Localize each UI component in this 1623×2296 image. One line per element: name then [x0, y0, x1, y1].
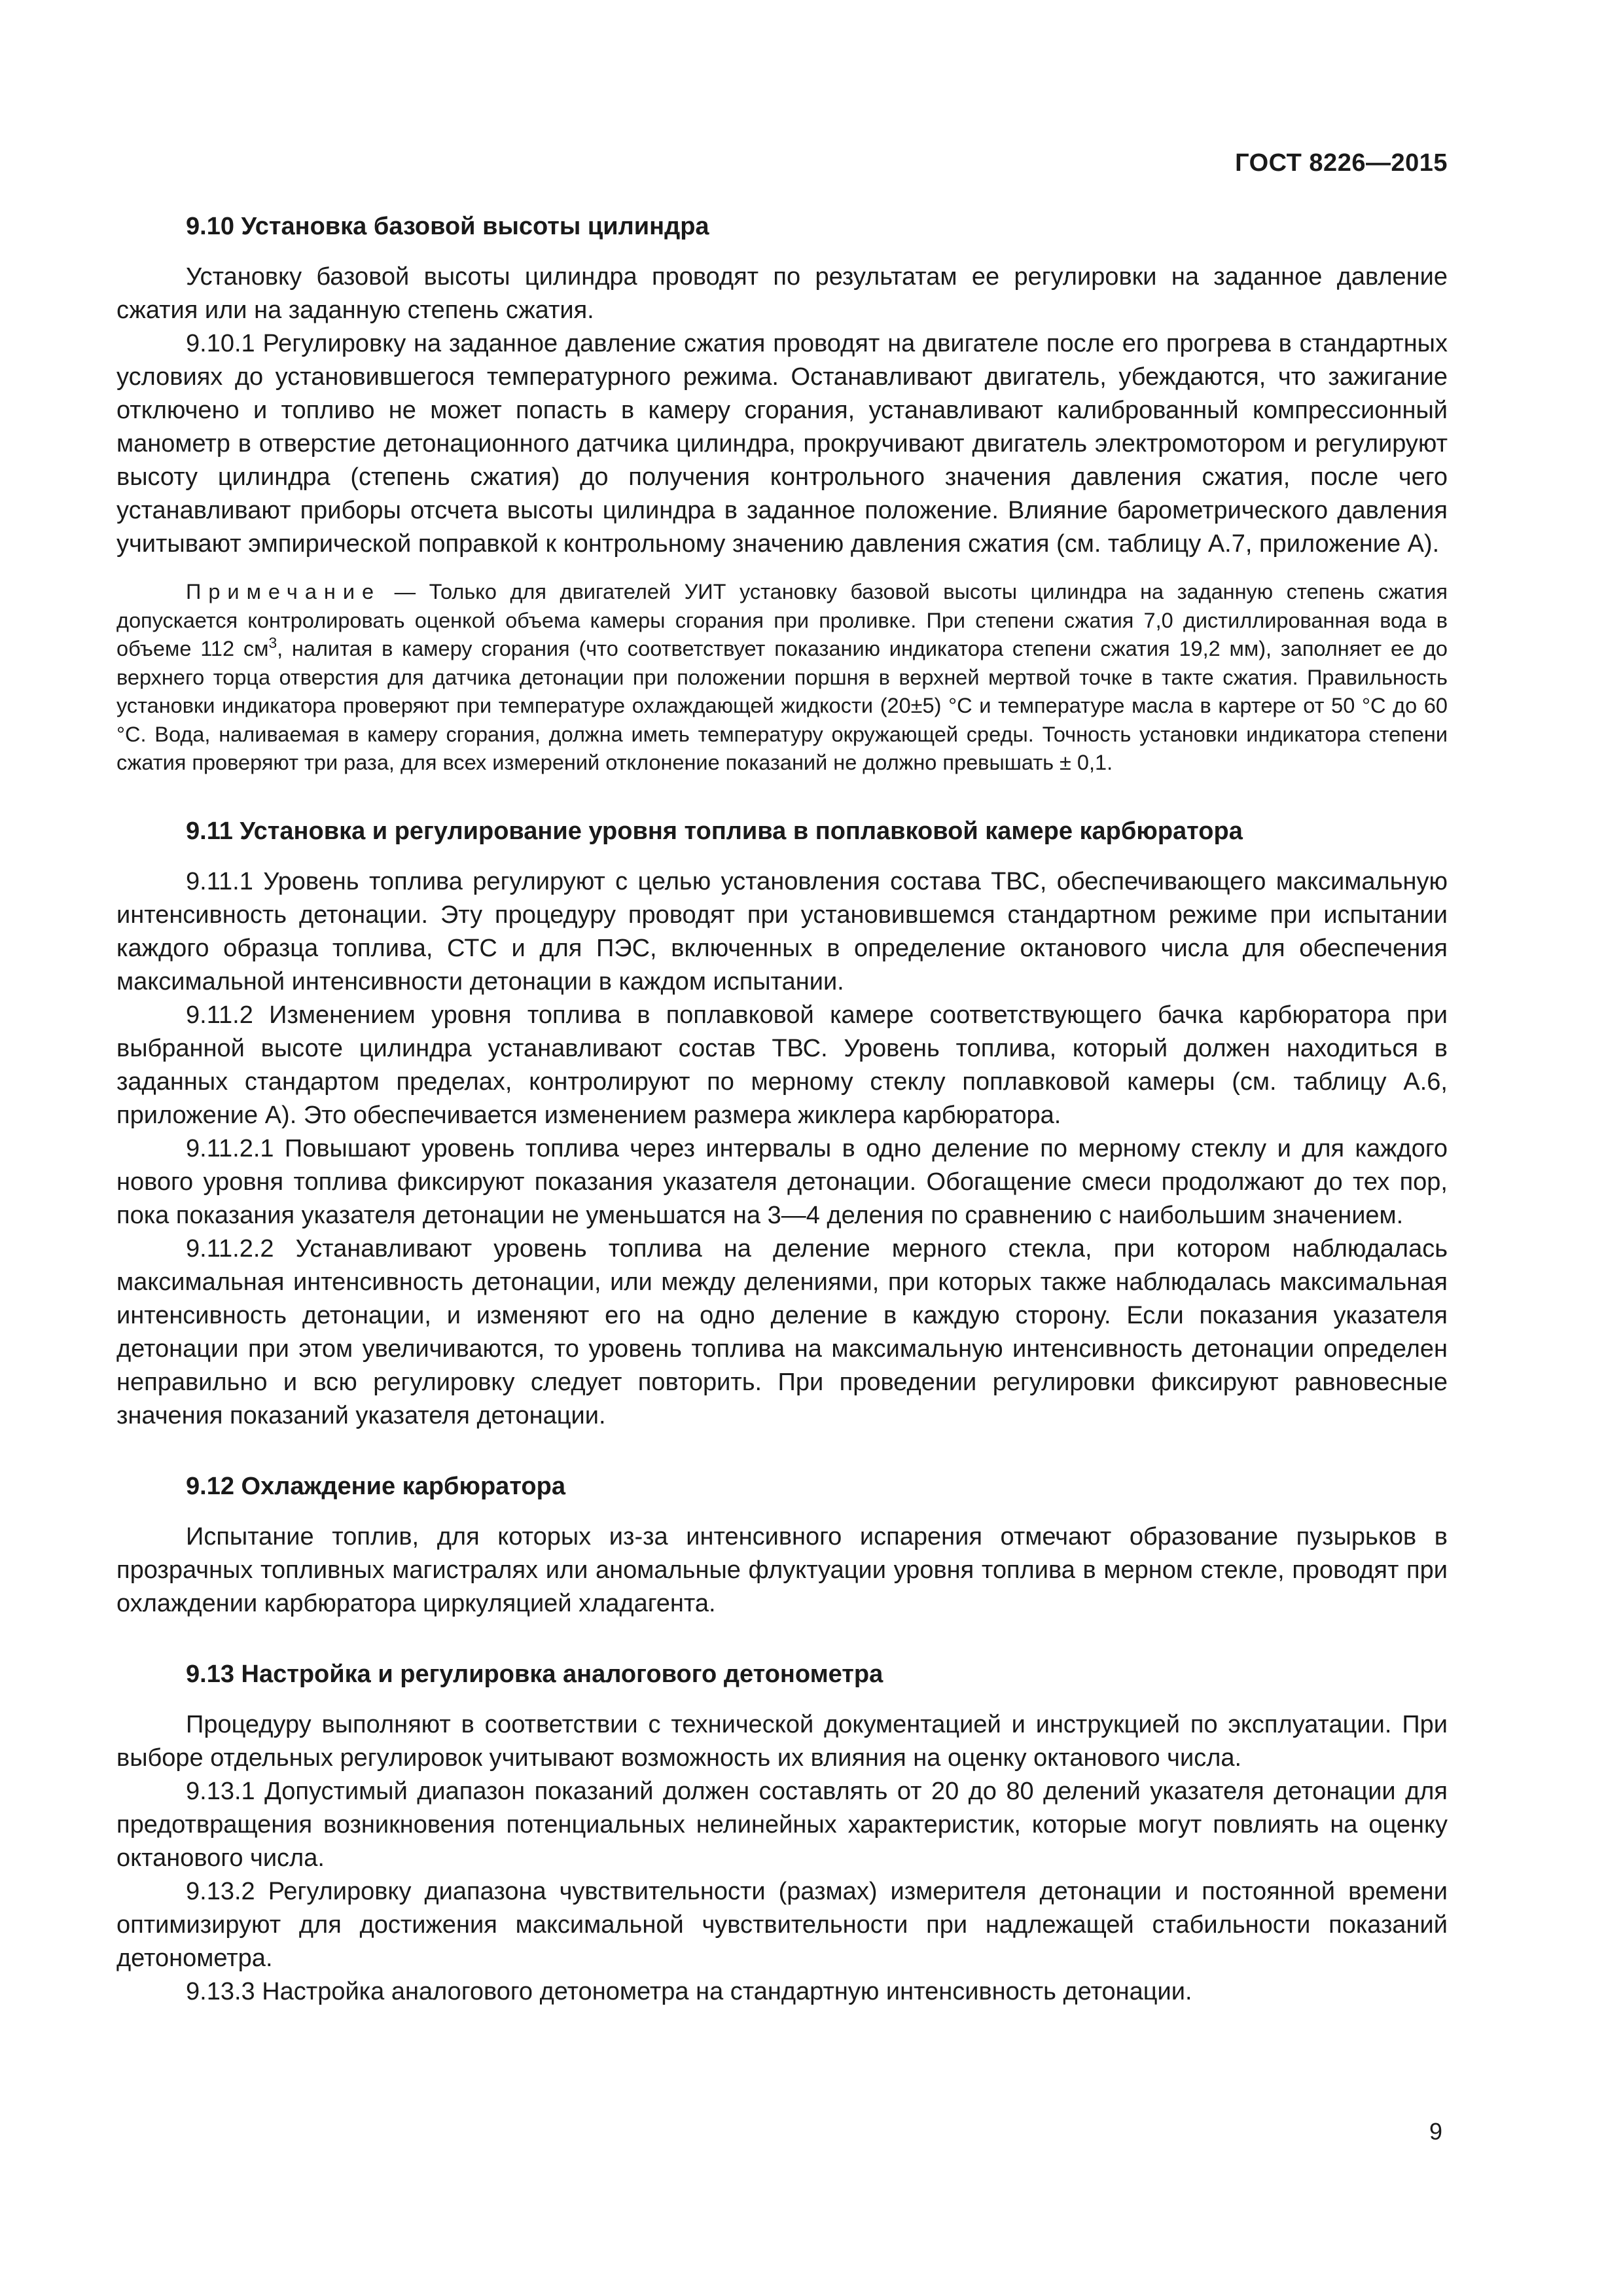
page-number: 9 [1429, 2118, 1442, 2145]
section-heading-9-11: 9.11 Установка и регулирование уровня топлива в поплавковой камере карбюратора [186, 817, 1243, 845]
paragraph-9-12: Испытание топлив, для которых из-за интенсивного испарения отмечают образование пузырьков в прозрачных топливных магистралях или аномальные флуктуации уровня топлива в мерном стекле, проводят при охлаждении карбюратора циркуляцией хладагента. [116, 1522, 1448, 1617]
section-heading-9-10: 9.10 Установка базовой высоты цилиндра [186, 213, 709, 240]
paragraph-9-13-intro: Процедуру выполняют в соответствии с технической документацией и инструкцией по эксплуатации. При выборе отдельных регулировок учитывают возможность их влияния на оценку октанового числа. [116, 1710, 1448, 1772]
standard-designation: ГОСТ 8226—2015 [1235, 149, 1448, 177]
page-body [116, 208, 1448, 2009]
paragraph-9-13-1: 9.13.1 Допустимый диапазон показаний должен составлять от 20 до 80 делений указателя детонации для предотвращения возникновения потенциальных нелинейных характеристик, которые могут повлиять на оценку октанового числа. [116, 1777, 1448, 1872]
paragraph-9-11-2: 9.11.2 Изменением уровня топлива в поплавковой камере соответствующего бачка карбюратора при выбранной высоте цилиндра устанавливают состав ТВС. Уровень топлива, который должен находиться в заданных стандартом пределах, контролируют по мерному стеклу поплавковой камеры (см. таблицу А.6, приложение А). Это обеспечивается изменением размера жиклера карбюратора. [116, 1001, 1448, 1129]
note-text-part-1: — Только для двигателей УИТ установку базовой высоты цилиндра на заданную степень сжатия допускается контролировать оценкой объема камеры сгорания при проливке. При степени сжатия 7,0 дистиллированная вода в объеме 112 см [116, 580, 1448, 660]
note-superscript: 3 [268, 634, 277, 652]
section-heading-9-13: 9.13 Настройка и регулировка аналогового детонометра [186, 1660, 883, 1688]
section-heading-9-12: 9.12 Охлаждение карбюратора [186, 1472, 565, 1500]
note-9-10 [116, 578, 1448, 778]
paragraph-9-13-2: 9.13.2 Регулировку диапазона чувствительности (размах) измерителя детонации и постоянной времени оптимизируют для достижения максимальной чувствительности при надлежащей стабильности показаний детонометра. [116, 1877, 1448, 1972]
paragraph-9-11-2-2: 9.11.2.2 Устанавливают уровень топлива на деление мерного стекла, при котором наблюдалась максимальная интенсивность детонации, или между делениями, при которых также наблюдалась максимальная интенсивность детонации, и изменяют его на одно деление в каждую сторону. Если показания указателя детонации при этом увеличиваются, то уровень топлива на максимальную интенсивность детонации определен неправильно и всю регулировку следует повторить. При проведении регулировки фиксируют равновесные значения показаний указателя детонации. [116, 1234, 1448, 1429]
paragraph-9-11-1: 9.11.1 Уровень топлива регулируют с целью установления состава ТВС, обеспечивающего максимальную интенсивность детонации. Эту процедуру проводят при установившемся стандартном режиме при испытании каждого образца топлива, СТС и для ПЭС, включенных в определение октанового числа для обеспечения максимальной интенсивности детонации в каждом испытании. [116, 867, 1448, 996]
paragraph-9-10-1: 9.10.1 Регулировку на заданное давление сжатия проводят на двигателе после его прогрева в стандартных условиях до установившегося температурного режима. Останавливают двигатель, убеждаются, что зажигание отключено и топливо не может попасть в камеру сгорания, устанавливают калиброванный компрессионный манометр в отверстие детонационного датчика цилиндра, прокручивают двигатель электромотором и регулируют высоту цилиндра (степень сжатия) до получения контрольного значения давления сжатия, после чего устанавливают приборы отсчета высоты цилиндра в заданное положение. Влияние барометрического давления учитывают эмпирической поправкой к контрольному значению давления сжатия (см. таблицу А.7, приложение А). [116, 330, 1448, 558]
note-text-part-2: , налитая в камеру сгорания (что соответствует показанию индикатора степени сжатия 19,2 мм), заполняет ее до верхнего торца отверстия для датчика детонации при положении поршня в верхней мертвой точке в такте сжатия. Правильность установки индикатора проверяют при температуре охлаждающей жидкости (20±5) °С и температуре масла в картере от 50 °С до 60 °С. Вода, наливаемая в камеру сгорания, должна иметь температуру окружающей среды. Точность установки индикатора степени сжатия проверяют три раза, для всех измерений отклонение показаний не должно превышать ± 0,1. [116, 637, 1448, 774]
paragraph-9-11-2-1: 9.11.2.1 Повышают уровень топлива через интервалы в одно деление по мерному стеклу и для каждого нового уровня топлива фиксируют показания указателя детонации. Обогащение смеси продолжают до тех пор, пока показания указателя детонации не уменьшатся на 3—4 деления по сравнению с наибольшим значением. [116, 1134, 1448, 1229]
paragraph-9-13-3: 9.13.3 Настройка аналогового детонометра на стандартную интенсивность детонации. [186, 1977, 1192, 2005]
paragraph-9-10-intro: Установку базовой высоты цилиндра проводят по результатам ее регулировки на заданное давление сжатия или на заданную степень сжатия. [116, 263, 1448, 324]
note-label: Примечание [186, 580, 382, 603]
